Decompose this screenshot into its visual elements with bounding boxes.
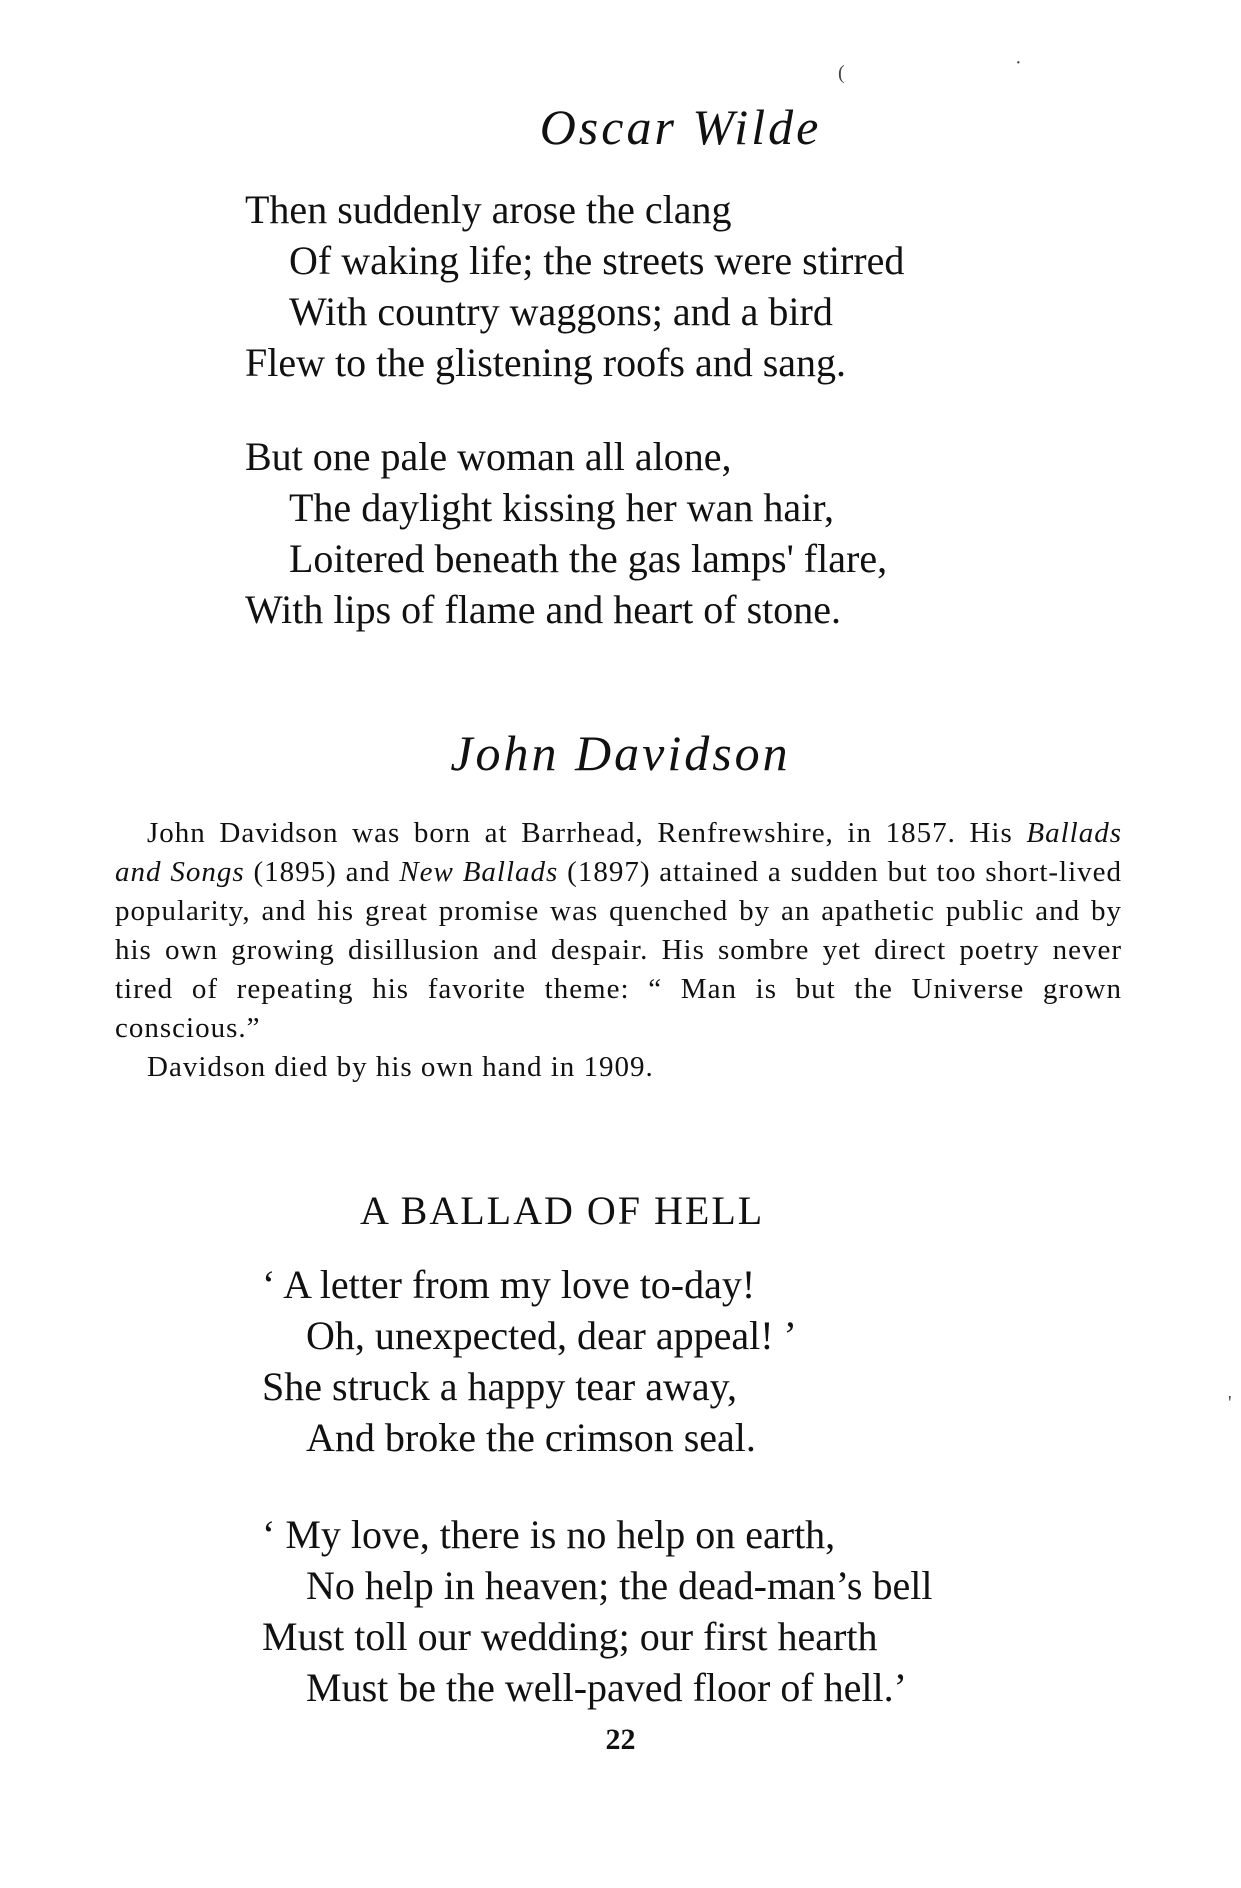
print-speck: · [1015,52,1022,74]
poem-title: A BALLAD OF HELL [360,1188,765,1233]
wilde-stanza-2 [245,431,887,635]
poem-line: Must toll our wedding; our first hearth [262,1614,878,1659]
bio-paragraph [115,814,1122,1048]
poem-line: ‘ A letter from my love to-day! [262,1262,756,1307]
poem-line: And broke the crimson seal. [306,1415,756,1460]
page-number: 22 [605,1723,636,1756]
ballad-stanza-1 [262,1259,797,1463]
wilde-stanza-1 [245,184,904,388]
poem-line: Then suddenly arose the clang [245,187,732,232]
poem-line: She struck a happy tear away, [262,1364,737,1409]
poem-line: ‘ My love, there is no help on earth, [262,1512,836,1557]
bio-paragraph: Davidson died by his own hand in 1909. [147,1051,654,1083]
book-title: Ballads and Songs [115,817,1122,888]
poem-line: The daylight kissing her wan hair, [289,485,834,530]
poem-line: With country waggons; and a bird [289,289,833,334]
poem-line: With lips of flame and heart of stone. [245,587,841,632]
book-title: New Ballads [399,856,559,888]
author-heading-davidson: John Davidson [450,725,791,781]
poem-line: Flew to the glistening roofs and sang. [245,340,847,385]
bio-text: (1897) attained a sudden but too short-lived popularity, and his great promise was quenched by an apathetic public and by his own growing disillusion and despair. His sombre yet direct poetry never tired of repeating his favorite theme: “ Man is but the Universe grown conscious.” [115,856,1123,1044]
author-heading-wilde: Oscar Wilde [539,99,822,155]
poem-line: But one pale woman all alone, [245,434,732,479]
bio-text: John Davidson was born at Barrhead, Renfrewshire, in 1857. His [147,817,1027,849]
poem-line: Of waking life; the streets were stirred [289,238,905,283]
poem-line: Oh, unexpected, dear appeal! ’ [306,1313,797,1358]
print-speck: ' [1228,1392,1232,1414]
ballad-stanza-2 [262,1509,932,1713]
poem-line: Must be the well-paved floor of hell.’ [306,1665,907,1710]
poem-line: No help in heaven; the dead-man’s bell [306,1563,933,1608]
bio-text: (1895) and [244,856,400,888]
poem-line: Loitered beneath the gas lamps' flare, [289,536,888,581]
author-biography [115,814,1122,1087]
print-speck: ( [838,62,845,84]
